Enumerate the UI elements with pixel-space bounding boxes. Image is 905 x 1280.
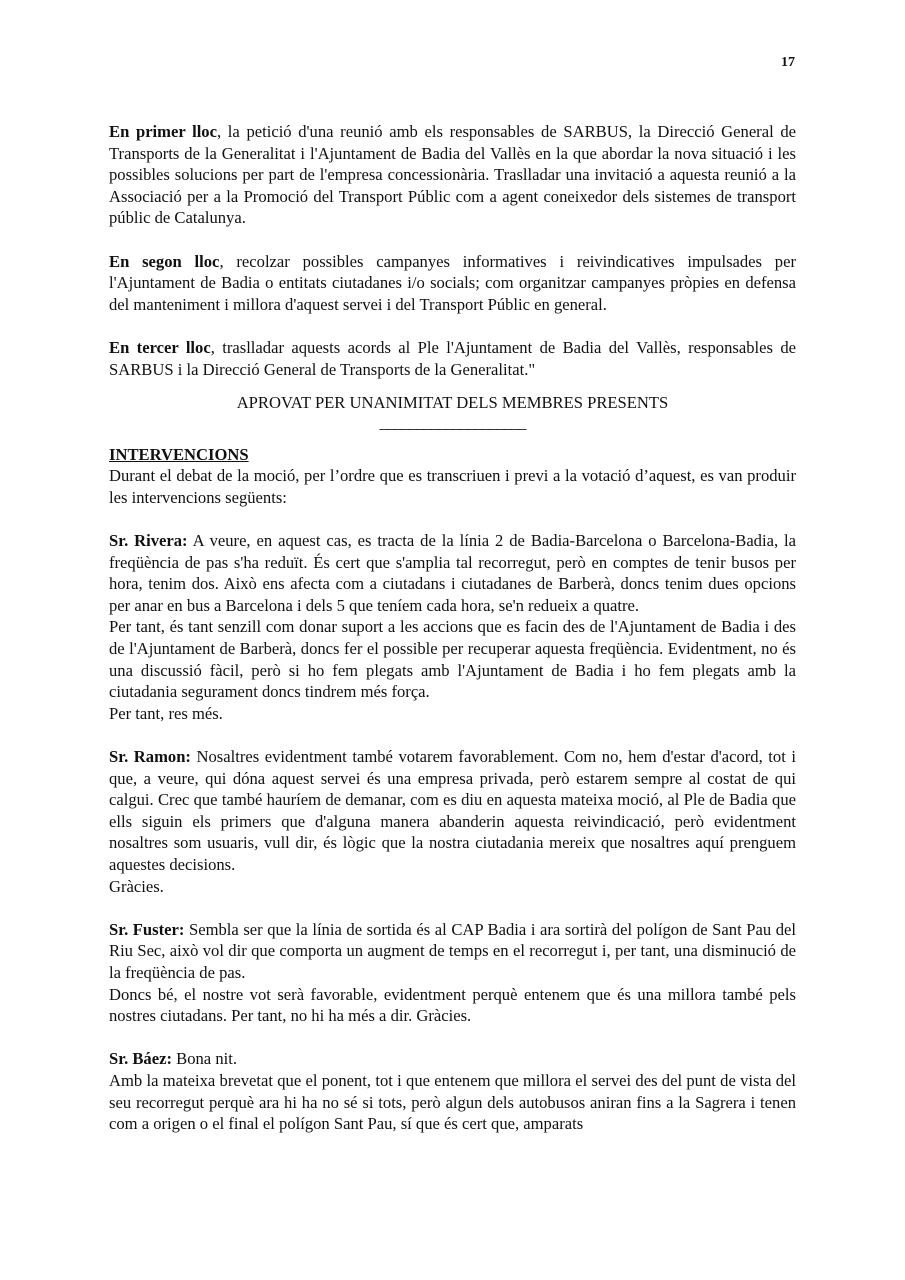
- fuster-text-2: Doncs bé, el nostre vot serà favorable, evidentment perquè entenem que és una millora també pels nostres ciutadans. Per tant, no hi ha més a dir. Gràcies.: [109, 984, 796, 1026]
- interventions-intro: Durant el debat de la moció, per l’ordre que es transcriuen i previ a la votació d’aquest, es van produir les intervencions següents:: [109, 466, 796, 507]
- speaker-ramon: Sr. Ramon:: [109, 747, 191, 767]
- paragraph-first: [109, 121, 796, 229]
- page-number: 17: [781, 55, 795, 70]
- fuster-text: Sembla ser que la línia de sortida és al CAP Badia i ara sortirà del polígon de Sant Pau del Riu Sec, això vol dir que comporta un augment de temps en el recorregut i, per tant, una disminució de la freqüència de pas.: [109, 919, 796, 982]
- paragraph-second: [109, 251, 796, 316]
- rivera-text: A veure, en aquest cas, es tracta de la línia 2 de Badia-Barcelona o Barcelona-Badia, la freqüència de pas s'ha reduït. És cert que s'amplia tal recorregut, però en comptes de tenir busos per hora, tenim dos. Això ens afecta com a ciutadans i ciutadanes de Barberà, doncs tenim dues opcions per anar en bus a Barcelona i dels 5 que teníem cada hora, se'n redueix a quatre.: [109, 531, 796, 615]
- interventions-heading: INTERVENCIONS: [109, 444, 249, 464]
- paragraph-third-lead: En tercer lloc: [109, 337, 211, 357]
- paragraph-third: [109, 337, 796, 380]
- paragraph-first-text: , la petició d'una reunió amb els responsables de SARBUS, la Direcció General de Transports de la Generalitat i l'Ajuntament de Badia del Vallès en la que abordar la nova situació i les possibles solucions per part de l'empresa concessionària. Traslladar una invitació a aquesta reunió a la Associació per a la Promoció del Transport Públic com a agent coneixedor dels sistemes de transport públic de Catalunya.: [109, 122, 797, 228]
- paragraph-second-lead: En segon lloc: [109, 251, 220, 271]
- paragraph-first-lead: En primer lloc: [109, 122, 217, 141]
- rivera-text-2: Per tant, és tant senzill com donar suport a les accions que es facin des de l'Ajuntament de Badia i des de l'Ajuntament de Barberà, doncs fer el possible per recuperar aquesta freqüència. Evidentment, no és una discussió fàcil, però si ho fem plegats amb l'Ajuntament de Badia i ho fem plegats amb la ciutadania segurament doncs tindrem més força.: [109, 617, 796, 702]
- intervention-baez: [109, 1048, 796, 1070]
- intervention-rivera: [109, 530, 796, 616]
- approval-statement: APROVAT PER UNANIMITAT DELS MEMBRES PRESENTS: [236, 393, 669, 413]
- ramon-text-2: Gràcies.: [109, 876, 164, 896]
- separator-rule: ____________________: [379, 412, 526, 432]
- baez-text-2: Amb la mateixa brevetat que el ponent, tot i que entenem que millora el servei des del punt de vista del seu recorregut perquè ara hi ha no sé si tots, però algun dels autobusos aniran fins a la Sagrera i tenen com a origen o el final el polígon Sant Pau, sí que és cert que, amparats: [109, 1070, 796, 1134]
- speaker-baez: Sr. Báez:: [109, 1049, 172, 1069]
- baez-text: Bona nit.: [172, 1049, 237, 1069]
- paragraph-second-text: , recolzar possibles campanyes informatives i reivindicatives impulsades per l'Ajuntament de Badia o entitats ciutadanes i/o socials; com organitzar campanyes pròpies en defensa del manteniment i millora d'aquest servei i del Transport Públic en general.: [109, 251, 796, 314]
- intervention-ramon: [109, 746, 796, 876]
- ramon-text: Nosaltres evidentment també votarem favorablement. Com no, hem d'estar d'acord, tot i que, a veure, qui dóna aquest servei és una empresa privada, però estarem sempre al costat de qui calgui. Crec que també hauríem de demanar, com es diu en aquesta mateixa moció, al Ple de Badia que ells siguin els primers que d'alguna manera abanderin aquesta reivindicació, però evidentment nosaltres som usuaris, vull dir, és lògic que la nostra ciutadania mereix que nosaltres aquí prenguem aquestes decisions.: [109, 747, 796, 874]
- paragraph-third-text: , traslladar aquests acords al Ple l'Ajuntament de Badia del Vallès, responsables de SARBUS i la Direcció General de Transports de la Generalitat.": [109, 337, 796, 379]
- speaker-fuster: Sr. Fuster:: [109, 919, 185, 939]
- document-body: [109, 121, 796, 1135]
- intervention-fuster: [109, 919, 796, 984]
- speaker-rivera: Sr. Rivera:: [109, 531, 188, 551]
- rivera-text-3: Per tant, res més.: [109, 703, 223, 723]
